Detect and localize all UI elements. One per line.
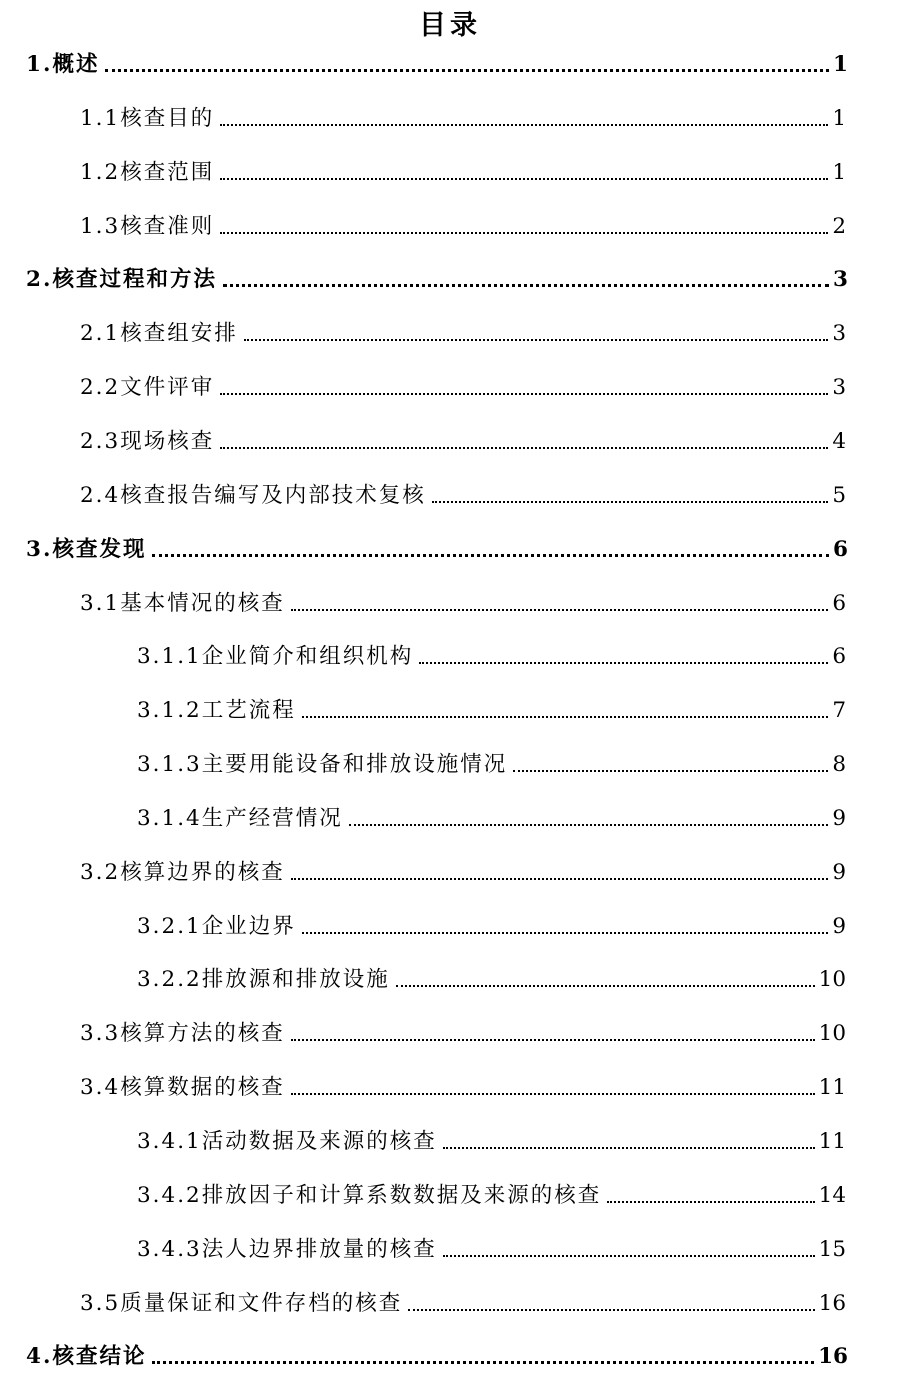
toc-dot-leader xyxy=(105,66,829,72)
toc-dot-leader xyxy=(220,121,828,126)
toc-dot-leader xyxy=(302,713,829,718)
toc-entry-label: 1.概述 xyxy=(26,52,100,77)
toc-entry[interactable] xyxy=(137,740,846,780)
toc-entry-page-number: 16 xyxy=(818,1290,846,1316)
toc-entry-label: 3.2.2排放源和排放设施 xyxy=(137,967,390,993)
toc-entry-page-number: 1 xyxy=(832,105,846,131)
toc-entry-label: 3.1基本情况的核查 xyxy=(80,590,285,616)
toc-entry-label: 2.3现场核查 xyxy=(80,428,215,454)
toc-entry[interactable] xyxy=(80,94,846,134)
toc-entry[interactable] xyxy=(137,1171,846,1211)
toc-entry-label: 2.2文件评审 xyxy=(80,375,215,401)
toc-entry[interactable] xyxy=(137,632,846,672)
toc-dot-leader xyxy=(349,821,829,826)
toc-entry[interactable] xyxy=(80,417,846,457)
toc-dot-leader xyxy=(152,551,829,557)
toc-dot-leader xyxy=(152,1358,814,1364)
toc-entry-label: 1.2核查范围 xyxy=(80,159,215,185)
toc-entry-label: 3.2核算边界的核查 xyxy=(80,859,285,885)
toc-dot-leader xyxy=(302,929,829,934)
toc-entry-label: 4.核查结论 xyxy=(26,1344,147,1370)
toc-dot-leader xyxy=(220,444,828,449)
toc-entry-label: 1.3核查准则 xyxy=(80,213,215,239)
toc-entry-label: 3.1.4生产经营情况 xyxy=(137,805,343,831)
toc-entry-page-number: 11 xyxy=(818,1129,846,1154)
toc-entry[interactable] xyxy=(80,148,846,188)
toc-entry-page-number: 1 xyxy=(833,52,848,77)
toc-entry-page-number: 3 xyxy=(832,321,846,347)
toc-dot-leader xyxy=(432,498,829,503)
toc-entry[interactable] xyxy=(80,848,846,888)
toc-dot-leader xyxy=(513,767,828,772)
toc-entry-page-number: 15 xyxy=(818,1236,846,1262)
toc-entry[interactable] xyxy=(80,202,846,242)
toc-entry[interactable] xyxy=(80,1009,846,1049)
toc-entry-page-number: 7 xyxy=(832,698,846,724)
toc-entry-label: 1.1核查目的 xyxy=(80,105,215,131)
toc-entry-label: 3.4核算数据的核查 xyxy=(80,1075,285,1101)
toc-entry[interactable] xyxy=(26,40,848,80)
toc-entry[interactable] xyxy=(137,955,846,995)
toc-entry[interactable] xyxy=(137,1117,846,1157)
toc-dot-leader xyxy=(607,1198,814,1203)
toc-entry-label: 3.5质量保证和文件存档的核查 xyxy=(80,1290,403,1316)
toc-entry-page-number: 2 xyxy=(832,213,846,239)
toc-dot-leader xyxy=(291,1036,815,1041)
toc-entry-label: 3.4.1活动数据及来源的核查 xyxy=(137,1129,437,1154)
toc-entry-page-number: 3 xyxy=(832,375,846,401)
toc-entry-page-number: 11 xyxy=(818,1075,846,1101)
toc-entry[interactable] xyxy=(80,1063,846,1103)
toc-dot-leader xyxy=(291,1090,815,1095)
toc-dot-leader xyxy=(408,1306,814,1311)
toc-entry-page-number: 10 xyxy=(818,1021,846,1047)
toc-entry-page-number: 3 xyxy=(833,267,848,293)
toc-entry[interactable] xyxy=(80,579,846,619)
toc-dot-leader xyxy=(223,281,829,287)
toc-entry[interactable] xyxy=(26,1332,848,1372)
toc-entry-label: 2.4核查报告编写及内部技术复核 xyxy=(80,482,426,508)
toc-entry-page-number: 1 xyxy=(832,159,846,185)
toc-entry-label: 3.1.2工艺流程 xyxy=(137,698,296,724)
toc-entry[interactable] xyxy=(137,686,846,726)
toc-entry-page-number: 8 xyxy=(832,752,846,778)
toc-entry-label: 3.4.2排放因子和计算系数数据及来源的核查 xyxy=(137,1182,602,1208)
toc-entry-label: 3.3核算方法的核查 xyxy=(80,1021,285,1047)
toc-entry-page-number: 9 xyxy=(832,913,846,939)
toc-entry[interactable] xyxy=(80,471,846,511)
toc-entry-page-number: 6 xyxy=(833,536,848,562)
toc-entry-page-number: 5 xyxy=(832,482,846,508)
toc-dot-leader xyxy=(419,659,828,664)
toc-entry-page-number: 9 xyxy=(832,859,846,885)
toc-dot-leader xyxy=(291,875,829,880)
toc-entry-label: 3.2.1企业边界 xyxy=(137,913,296,939)
toc-entry[interactable] xyxy=(137,902,846,942)
toc-dot-leader xyxy=(291,606,829,611)
toc-entry-label: 2.核查过程和方法 xyxy=(26,267,217,293)
toc-entry[interactable] xyxy=(137,1225,846,1265)
toc-entry[interactable] xyxy=(80,363,846,403)
toc-entry[interactable] xyxy=(26,255,848,295)
toc-dot-leader xyxy=(396,982,815,987)
toc-entry-page-number: 4 xyxy=(832,428,846,454)
toc-entry-page-number: 10 xyxy=(818,967,846,993)
toc-entry-label: 3.1.1企业简介和组织机构 xyxy=(137,644,414,670)
toc-entry[interactable] xyxy=(137,794,846,834)
page-title: 目录 xyxy=(419,10,481,41)
toc-dot-leader xyxy=(443,1252,815,1257)
toc-entry[interactable] xyxy=(26,525,848,565)
toc-entry[interactable] xyxy=(80,1279,846,1319)
toc-entry-label: 3.核查发现 xyxy=(26,536,147,562)
toc-dot-leader xyxy=(220,390,828,395)
toc-dot-leader xyxy=(443,1144,815,1149)
toc-entry-page-number: 6 xyxy=(832,644,846,670)
toc-entry-page-number: 14 xyxy=(818,1182,846,1208)
toc-entry-label: 3.4.3法人边界排放量的核查 xyxy=(137,1236,437,1262)
toc-dot-leader xyxy=(220,229,828,234)
toc-dot-leader xyxy=(220,175,828,180)
toc-dot-leader xyxy=(244,336,829,341)
toc-entry[interactable] xyxy=(80,309,846,349)
toc-entry-page-number: 16 xyxy=(818,1344,848,1370)
toc-entry-page-number: 6 xyxy=(832,590,846,616)
toc-entry-label: 2.1核查组安排 xyxy=(80,321,238,347)
toc-entry-label: 3.1.3主要用能设备和排放设施情况 xyxy=(137,752,508,778)
toc-entry-page-number: 9 xyxy=(832,805,846,831)
